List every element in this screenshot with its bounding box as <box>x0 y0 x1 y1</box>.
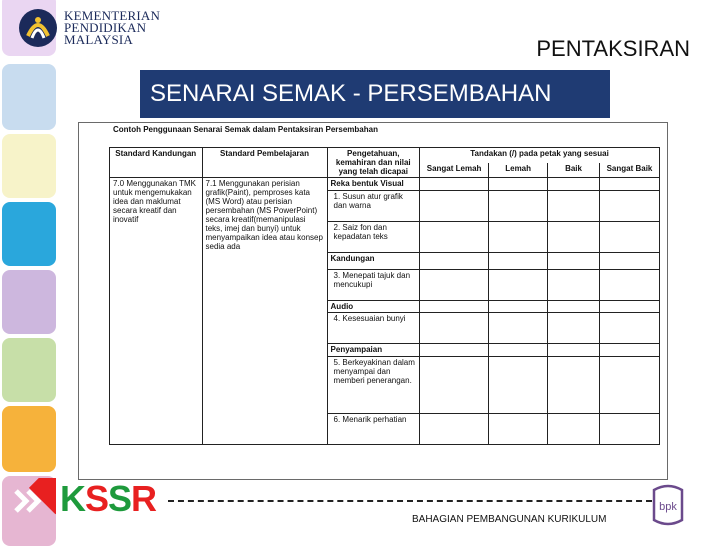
ministry-logo <box>14 6 184 52</box>
checkbox-cell[interactable] <box>548 414 600 445</box>
item-3: 3. Menepati tajuk dan mencukupi <box>327 270 420 301</box>
item-6: 6. Menarik perhatian <box>327 414 420 445</box>
strip-block-2 <box>2 64 56 130</box>
strip-block-4 <box>2 202 56 266</box>
footer-dashed-divider <box>168 500 652 502</box>
checkbox-cell[interactable] <box>420 222 489 253</box>
checkbox-cell[interactable] <box>599 357 659 414</box>
section-audio: Audio <box>327 301 420 313</box>
checkbox-cell[interactable] <box>489 313 548 344</box>
checkbox-cell[interactable] <box>548 191 600 222</box>
cell-standard-pembelajaran: 7.1 Menggunakan perisian grafik(Paint), pemproses kata (MS Word) atau perisian persembahan (MS PowerPoint) secara kreatif(memanipulasi teks, imej dan bunyi) untuk menyampaikan idea atau konsep sedia ada <box>202 178 327 445</box>
logo-line-2: PENDIDIKAN <box>64 20 147 35</box>
kssr-letter-k: K <box>60 478 85 519</box>
header-rating-lemah: Lemah <box>489 163 548 178</box>
header-standard-kandungan: Standard Kandungan <box>110 148 203 178</box>
header-standard-pembelajaran: Standard Pembelajaran <box>202 148 327 178</box>
checkbox-cell[interactable] <box>489 222 548 253</box>
checklist-document <box>78 122 668 480</box>
document-title: Contoh Penggunaan Senarai Semak dalam Pentaksiran Persembahan <box>113 125 378 134</box>
bpk-logo <box>650 484 686 526</box>
header-rating-baik: Baik <box>548 163 600 178</box>
checkbox-cell[interactable] <box>599 270 659 301</box>
double-chevron-right-icon <box>4 478 56 524</box>
cell-standard-kandungan: 7.0 Menggunakan TMK untuk mengemukakan idea dan maklumat secara kreatif dan inovatif <box>110 178 203 445</box>
strip-block-3 <box>2 134 56 198</box>
checkbox-cell[interactable] <box>420 191 489 222</box>
checkbox-cell[interactable] <box>420 357 489 414</box>
header-tandakan: Tandakan (/) pada petak yang sesuai <box>420 148 660 163</box>
table-row <box>110 178 660 191</box>
section-kandungan: Kandungan <box>327 253 420 270</box>
item-5: 5. Berkeyakinan dalam menyampai dan memberi penerangan. <box>327 357 420 414</box>
division-name: BAHAGIAN PEMBANGUNAN KURIKULUM <box>412 514 607 525</box>
checkbox-cell[interactable] <box>599 222 659 253</box>
kssr-letter-s1: S <box>85 478 109 519</box>
checkbox-cell[interactable] <box>599 191 659 222</box>
item-2: 2. Saiz fon dan kepadatan teks <box>327 222 420 253</box>
strip-block-6 <box>2 338 56 402</box>
section-penyampaian: Penyampaian <box>327 344 420 357</box>
checkbox-cell[interactable] <box>599 414 659 445</box>
header-rating-sangat-lemah: Sangat Lemah <box>420 163 489 178</box>
checkbox-cell[interactable] <box>548 270 600 301</box>
checkbox-cell[interactable] <box>420 313 489 344</box>
logo-line-3: MALAYSIA <box>64 32 134 47</box>
checkbox-cell[interactable] <box>548 313 600 344</box>
header-pengetahuan: Pengetahuan, kemahiran dan nilai yang telah dicapai <box>327 148 420 178</box>
section-reka-bentuk: Reka bentuk Visual <box>327 178 420 191</box>
strip-block-7 <box>2 406 56 472</box>
checkbox-cell[interactable] <box>548 357 600 414</box>
checkbox-cell[interactable] <box>489 270 548 301</box>
kssr-letter-r: R <box>131 478 157 519</box>
logo-line-1: KEMENTERIAN <box>64 8 161 23</box>
bpk-logo-text: bpk <box>659 501 677 513</box>
kssr-letter-s2: S <box>108 478 132 519</box>
header-rating-sangat-baik: Sangat Baik <box>599 163 659 178</box>
table-header-row <box>110 148 660 163</box>
ministry-crest-icon <box>18 8 58 48</box>
side-color-strip <box>0 0 60 540</box>
item-4: 4. Kesesuaian bunyi <box>327 313 420 344</box>
checklist-table <box>109 147 660 445</box>
kssr-wordmark <box>60 478 156 520</box>
checkbox-cell[interactable] <box>420 414 489 445</box>
checkbox-cell[interactable] <box>489 191 548 222</box>
strip-block-5 <box>2 270 56 334</box>
page-title: PENTAKSIRAN <box>536 36 690 61</box>
item-1: 1. Susun atur grafik dan warna <box>327 191 420 222</box>
checkbox-cell[interactable] <box>489 357 548 414</box>
checkbox-cell[interactable] <box>599 313 659 344</box>
section-banner: SENARAI SEMAK - PERSEMBAHAN <box>140 70 610 118</box>
checkbox-cell[interactable] <box>489 414 548 445</box>
checkbox-cell[interactable] <box>548 222 600 253</box>
checkbox-cell[interactable] <box>420 270 489 301</box>
